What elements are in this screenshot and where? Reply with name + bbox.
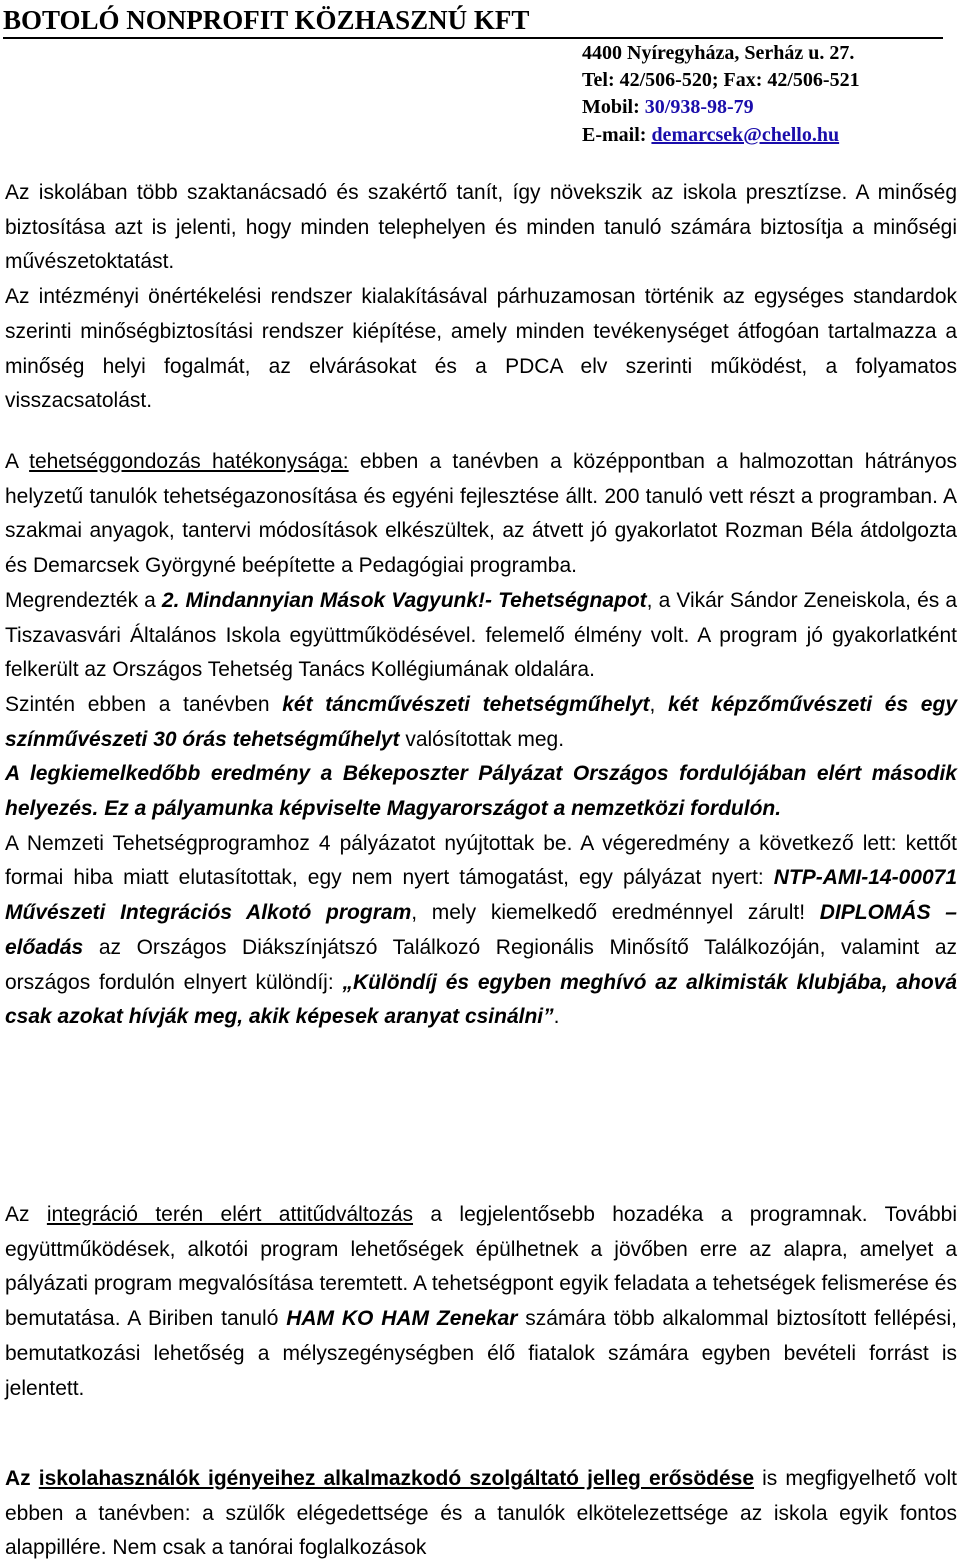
- body-section-1: [5, 176, 957, 419]
- body-section-4: [5, 1462, 957, 1566]
- paragraph-talent-day: Megrendezték a 2. Mindannyian Mások Vagyunk!- Tehetségnapot, a Vikár Sándor Zeneiskola, és a Tiszavasvári Általános Iskola együttműködésével. felemelő élmény volt. A program jó gyakorlatként felkerült az Országos Tehetség Tanács Kollégiumának oldalára.: [5, 588, 957, 682]
- paragraph-service: Az iskolahasználók igényeihez alkalmazkodó szolgáltató jelleg erősödése is megfigyelhető volt ebben a tanévben: a szülők elégedettsége és a tanulók elkötelezettsége az iskola egyik fontos alappillére. Nem csak a tanórai foglalkozások: [5, 1467, 957, 1560]
- email-label: E-mail:: [582, 124, 652, 146]
- paragraph-talent-care: A tehetséggondozás hatékonysága: ebben a tanévben a középpontban a halmozottan hátrányos helyzetű tanulók tehetségazonosítása és egyéni fejlesztése állt. 200 tanuló vett részt a programban. A szakmai anyagok, tantervi módosítások elkészültek, az átvett jó gyakorlatot Rozman Béla átdolgozta és Demarcsek Györgyné beépítette a Pedagógiai programba.: [5, 450, 958, 578]
- phone-fax: Tel: 42/506-520; Fax: 42/506-521: [582, 69, 860, 91]
- paragraph-peace-poster: A legkiemelkedőbb eredmény a Békeposzter Pályázat Országos fordulójában elért második helyezés. Ez a pályamunka képviselte Magyarországot a nemzetközi fordulón.: [5, 762, 957, 821]
- mobile-number: 30/938-98-79: [644, 96, 754, 118]
- paragraph-workshops: Szintén ebben a tanévben két táncművészeti tehetségműhelyt, két képzőművészeti és egy színművészeti 30 órás tehetségműhelyt valósítottak meg.: [5, 692, 957, 751]
- paragraph-ntp: A Nemzeti Tehetségprogramhoz 4 pályázatot nyújtottak be. A végeredmény a következő lett: kettőt formai hiba miatt elutasítottak, egy nem nyert támogatást, egy pályázat nyert: NTP-AMI-14-00071 Művészeti Integrációs Alkotó program, mely kiemelkedő eredménnyel zárult! DIPLOMÁS – előadás az Országos Diákszínjátszó Találkozó Regionális Minősítő Találkozóján, valamint az országos fordulón elnyert különdíj: „Különdíj és egyben meghívó az alkimisták klubjába, ahová csak azokat hívják meg, akik képesek aranyat csinálni”.: [5, 831, 957, 1029]
- email-link[interactable]: demarcsek@chello.hu: [651, 124, 840, 146]
- paragraph-integration: Az integráció terén elért attitűdváltozás a legjelentősebb hozadéka a programnak. További együttműködések, alkotói program lehetőségek épülhetnek a jövőben erre az alapra, amelyet a pályázati program megvalósítása teremtett. A tehetségpont egyik feladata a tehetségek felismerése és bemutatása. A Biriben tanuló HAM KO HAM Zenekar számára több alkalommal biztosított fellépési, bemutatkozási lehetőség a mélyszegénységben élő fiatalok számára egyben bevételi forrást is jelentett.: [5, 1203, 957, 1400]
- body-section-2: [5, 445, 957, 1035]
- mobile-line: [582, 94, 754, 121]
- paragraph-prestige: Az iskolában több szaktanácsadó és szakértő tanít, így növekszik az iskola presztízse. A minőség biztosítása azt is jelenti, hogy minden telephelyen és minden tanuló számára biztosítja a minőségi művészetoktatást.: [5, 181, 957, 274]
- paragraph-quality-system: Az intézményi önértékelési rendszer kialakításával párhuzamosan történik az egységes standardok szerinti minőségbiztosítási rendszer kiépítése, amely minden tevékenységet átfogóan tartalmazza a minőség helyi fogalmát, az elvárásokat és a PDCA elv szerinti működést, a folyamatos visszacsatolást.: [5, 285, 957, 413]
- talent-day-title: 2. Mindannyian Mások Vagyunk!- Tehetségnapot: [161, 588, 647, 612]
- address: 4400 Nyíregyháza, Serház u. 27.: [582, 42, 855, 64]
- talent-care-heading: tehetséggondozás hatékonysága:: [29, 450, 349, 473]
- email-line: [582, 122, 839, 149]
- mobile-label: Mobil:: [582, 96, 645, 118]
- organization-name: BOTOLÓ NONPROFIT KÖZHASZNÚ KFT: [3, 4, 943, 39]
- body-section-3: [5, 1198, 957, 1406]
